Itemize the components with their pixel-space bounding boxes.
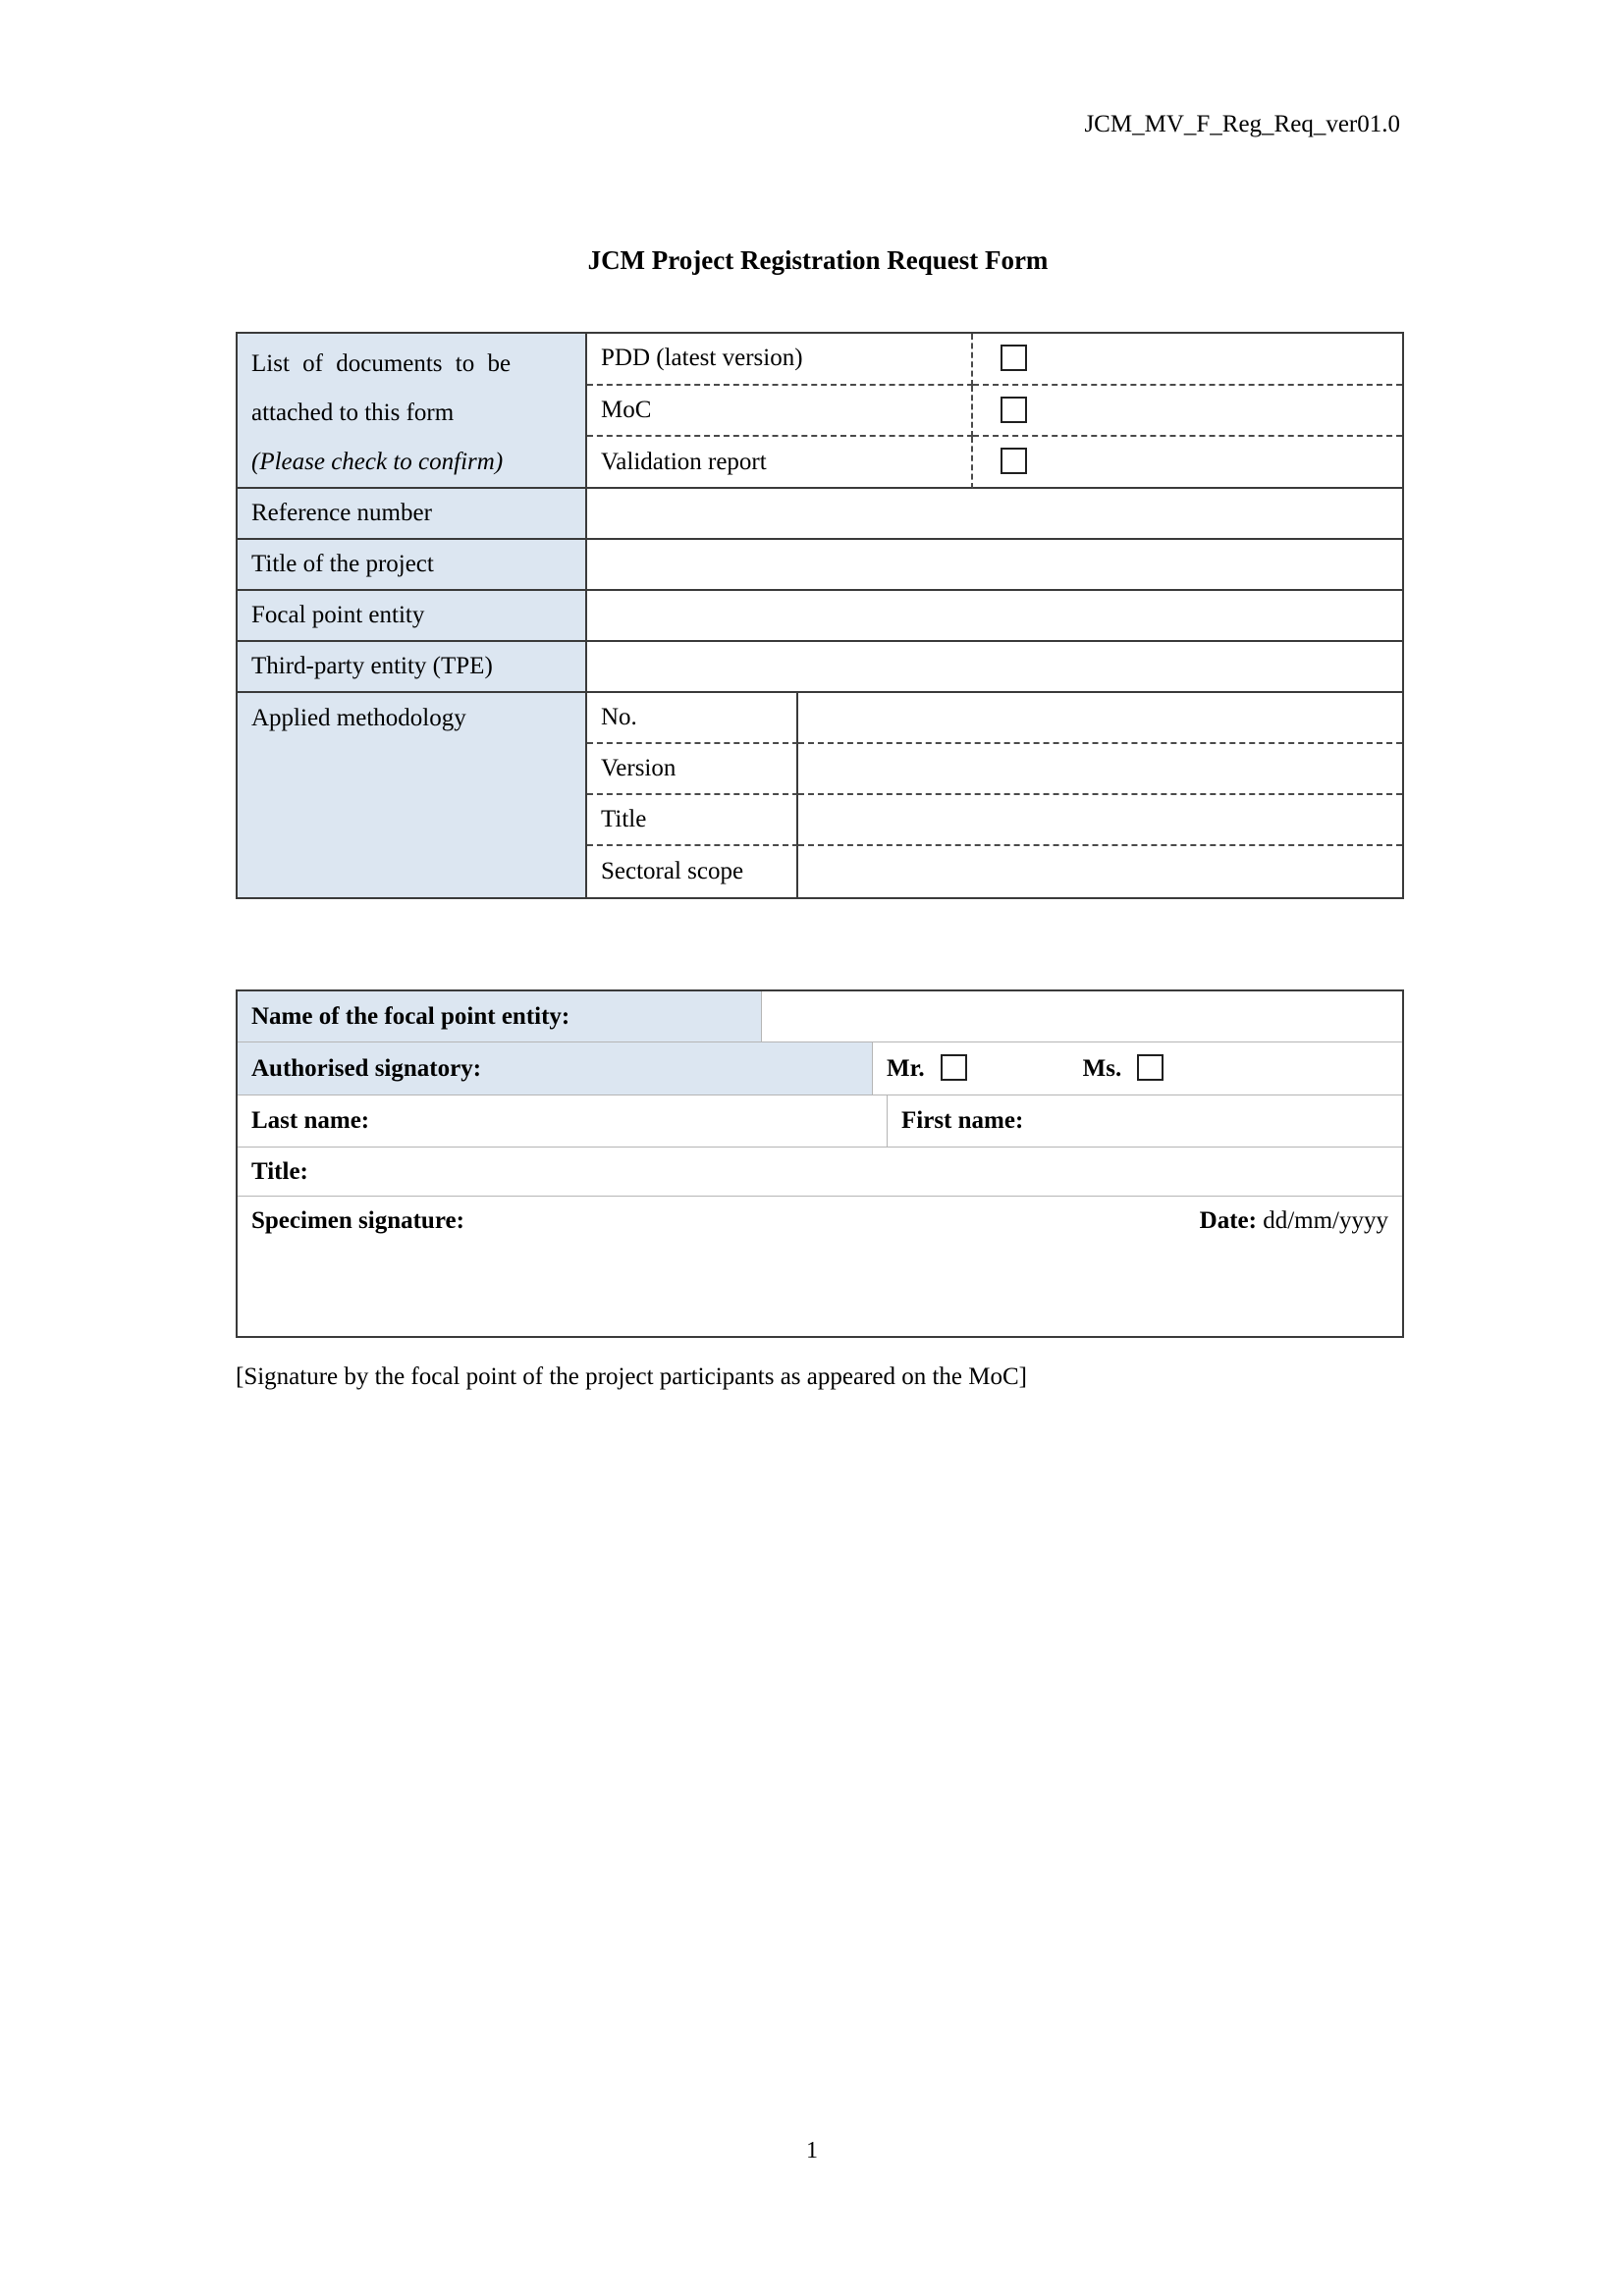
methodology-title-label: Title <box>587 795 798 846</box>
reference-number-field[interactable] <box>587 489 1402 540</box>
page-number: 1 <box>806 2138 818 2163</box>
focal-point-entity-field[interactable] <box>587 591 1402 642</box>
mr-checkbox[interactable] <box>941 1054 967 1081</box>
ms-label: Ms. <box>1082 1054 1122 1082</box>
title-label: Title: <box>238 1148 1402 1197</box>
attachments-label-line3: (Please check to confirm) <box>251 449 504 475</box>
methodology-no-label: No. <box>587 693 798 744</box>
attachment-label-validation-report: Validation report <box>587 437 973 489</box>
methodology-sectoral-scope-label: Sectoral scope <box>587 846 798 897</box>
attachment-label-pdd: PDD (latest version) <box>587 334 973 386</box>
date-group <box>1200 1206 1388 1236</box>
focal-point-entity-label: Focal point entity <box>238 591 587 642</box>
methodology-version-label: Version <box>587 744 798 795</box>
methodology-title-field[interactable] <box>798 795 1402 846</box>
focal-point-entity-name-field[interactable] <box>762 991 1402 1042</box>
attachments-label-line1: List of documents to be <box>251 350 512 377</box>
specimen-signature-label: Specimen signature: <box>251 1207 464 1234</box>
attachment-check-cell-validation-report <box>973 437 1402 489</box>
first-name-label: First name: <box>888 1095 1402 1148</box>
project-title-label: Title of the project <box>238 540 587 591</box>
attachments-label <box>238 334 587 489</box>
project-info-table <box>236 332 1404 899</box>
third-party-entity-label: Third-party entity (TPE) <box>238 642 587 693</box>
specimen-signature-row <box>251 1206 1388 1236</box>
focal-point-entity-name-label: Name of the focal point entity: <box>238 991 762 1042</box>
document-version-ref: JCM_MV_F_Reg_Req_ver01.0 <box>1084 111 1400 137</box>
ms-checkbox[interactable] <box>1137 1054 1164 1081</box>
applied-methodology-label: Applied methodology <box>238 693 587 897</box>
salutation-cell <box>873 1042 1402 1095</box>
third-party-entity-field[interactable] <box>587 642 1402 693</box>
authorised-signatory-label: Authorised signatory: <box>238 1042 873 1095</box>
attachment-check-cell-moc <box>973 386 1402 438</box>
moc-checkbox[interactable] <box>1001 397 1027 423</box>
mr-label: Mr. <box>887 1054 925 1082</box>
validation-report-checkbox[interactable] <box>1001 448 1027 474</box>
reference-number-label: Reference number <box>238 489 587 540</box>
attachments-label-line2: attached to this form <box>251 400 455 426</box>
project-title-field[interactable] <box>587 540 1402 591</box>
date-value: dd/mm/yyyy <box>1263 1207 1389 1234</box>
attachment-check-cell-pdd <box>973 334 1402 386</box>
attachment-label-moc: MoC <box>587 386 973 438</box>
date-label: Date: <box>1199 1207 1257 1234</box>
methodology-sectoral-scope-field[interactable] <box>798 846 1402 897</box>
page-title: JCM Project Registration Request Form <box>587 245 1049 275</box>
pdd-checkbox[interactable] <box>1001 345 1027 371</box>
last-name-label: Last name: <box>238 1095 888 1148</box>
methodology-version-field[interactable] <box>798 744 1402 795</box>
signature-note: [Signature by the focal point of the project participants as appeared on the MoC] <box>236 1363 1027 1390</box>
signatory-table <box>236 989 1404 1338</box>
specimen-signature-cell[interactable] <box>238 1197 1402 1336</box>
methodology-no-field[interactable] <box>798 693 1402 744</box>
